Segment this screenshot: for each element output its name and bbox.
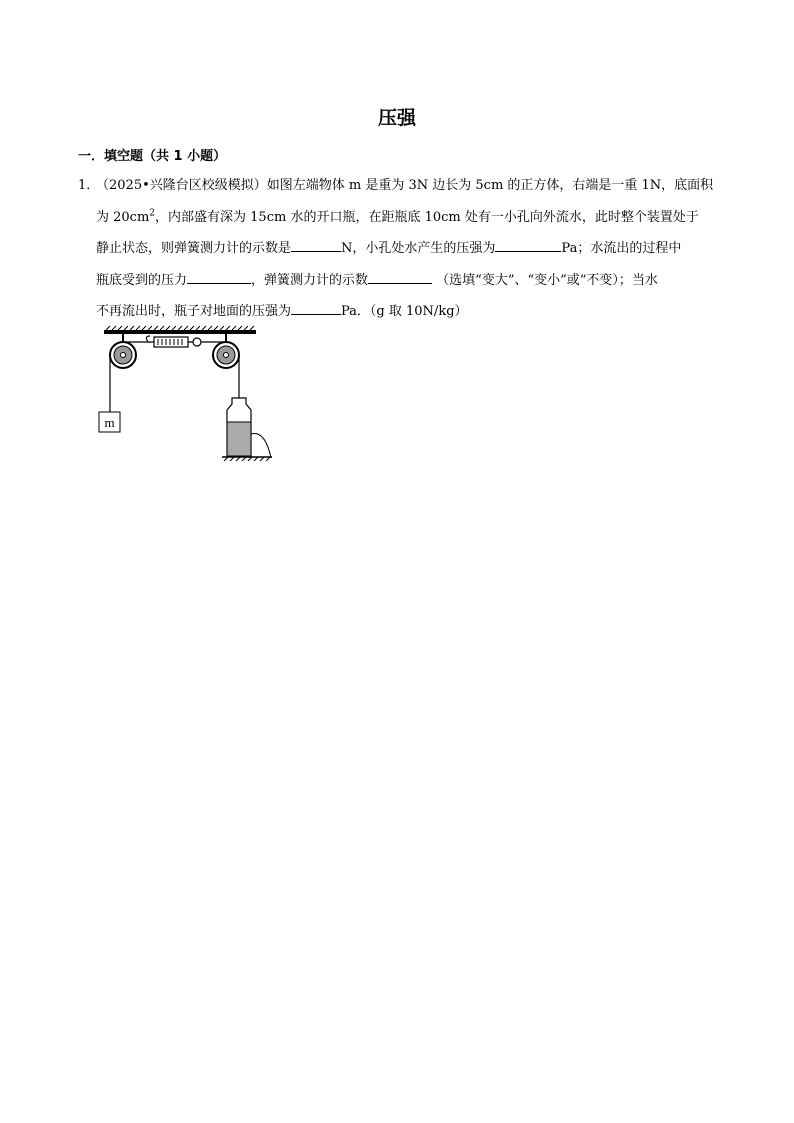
question-text-4b: ，弹簧测力计的示数: [251, 272, 369, 288]
question-text-5b: Pa．（g 取 10N/kg）: [341, 304, 468, 319]
answer-blank-4[interactable]: [368, 269, 432, 284]
bottle: [227, 398, 271, 458]
question-text-3c: Pa；水流出的过程中: [561, 241, 682, 256]
question-text-1: （2025•兴隆台区校级模拟）如图左端物体 m 是重为 3N 边长为 5cm 的正方体，右端是一重 1N，底面积: [96, 178, 714, 193]
question-1: [78, 170, 720, 328]
question-line-3: [78, 233, 720, 265]
superscript-2: 2: [149, 208, 156, 219]
answer-blank-5[interactable]: [291, 300, 341, 315]
question-text-2b: ，内部盛有深为 15cm 水的开口瓶，在距瓶底 10cm 处有一小孔向外流水，此时整个装置处于: [155, 209, 699, 225]
left-pulley: [110, 334, 136, 368]
block-m-label: m: [104, 415, 115, 430]
question-text-3a: 静止状态，则弹簧测力计的示数是: [96, 241, 292, 256]
question-text-3b: N，小孔处水产生的压强为: [341, 241, 496, 256]
question-text-4a: 瓶底受到的压力: [96, 272, 188, 288]
question-number: 1．: [78, 178, 100, 193]
question-text-2a: 为 20cm: [96, 209, 150, 225]
answer-blank-1[interactable]: [291, 237, 341, 252]
question-text-5a: 不再流出时，瓶子对地面的压强为: [96, 304, 292, 319]
right-pulley: [213, 334, 239, 368]
spring-scale: [146, 336, 201, 347]
section-heading: 一．填空题（共 1 小题）: [78, 149, 227, 164]
ceiling-hatch: [106, 326, 254, 330]
answer-blank-2[interactable]: [495, 237, 561, 252]
question-text-4c: （选填“变大”、“变小”或“不变）；当水: [436, 272, 658, 288]
page-title: 压强: [377, 107, 416, 129]
answer-blank-3[interactable]: [187, 269, 251, 284]
question-line-4: [78, 265, 720, 297]
question-line-5: [78, 296, 720, 328]
pulley-diagram: [96, 324, 286, 464]
question-line-2: [78, 202, 720, 234]
ceiling-bar: [104, 330, 256, 334]
water-jet: [251, 434, 271, 459]
question-line-1: [78, 170, 720, 202]
